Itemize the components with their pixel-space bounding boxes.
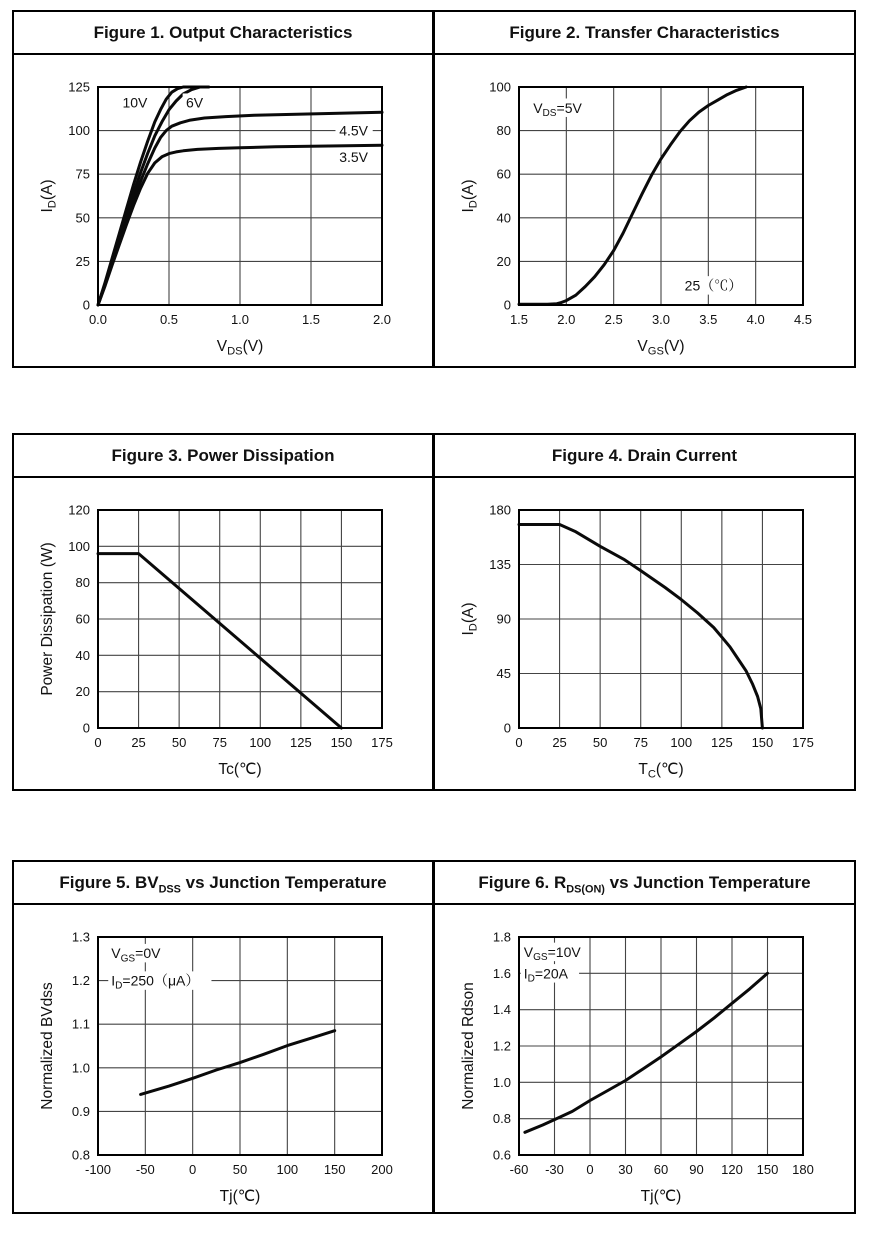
y-tick-label: 0.6: [492, 1147, 511, 1163]
y-tick-label: 1.2: [492, 1038, 511, 1054]
figure-panel-4: [434, 433, 856, 791]
chart-svg: [435, 478, 854, 789]
y-tick-label: 1.6: [492, 965, 511, 981]
y-tick-label: 60: [75, 611, 90, 627]
x-tick-label: 4.5: [793, 312, 813, 327]
x-tick-label: 200: [371, 1162, 393, 1177]
chart-svg: [435, 905, 854, 1212]
y-tick-label: 1.2: [71, 973, 90, 989]
x-tick-label: 1.0: [230, 312, 250, 327]
y-tick-label: 0: [82, 720, 90, 736]
figure-row-2: [12, 433, 856, 791]
y-tick-label: 180: [489, 502, 511, 518]
figure-3-title: [14, 435, 432, 478]
figure-5-title: [14, 862, 432, 905]
y-tick-label: 1.0: [492, 1074, 511, 1090]
x-tick-label: 150: [751, 735, 774, 750]
x-tick-label: 0: [586, 1162, 594, 1177]
chart-svg: [14, 478, 432, 789]
y-tick-label: 20: [75, 684, 90, 700]
datasheet-figures-page: [0, 10, 870, 1248]
x-tick-label: 0: [189, 1162, 197, 1177]
y-tick-label: 25: [75, 253, 90, 269]
x-tick-label: 150: [756, 1162, 779, 1177]
y-tick-label: 0: [503, 720, 511, 736]
figure-row-1: [12, 10, 856, 368]
x-tick-label: -60: [509, 1162, 529, 1177]
y-tick-label: 60: [496, 166, 511, 182]
figure-6-title: [435, 862, 854, 905]
chart-svg: [435, 55, 854, 366]
figure-3-chart: [14, 478, 432, 789]
x-tick-label: 150: [330, 735, 353, 750]
y-axis-label: Power Dissipation (W): [39, 542, 56, 696]
x-axis-label: Tj(℃): [219, 1188, 261, 1205]
x-tick-label: 125: [290, 735, 312, 750]
figure-2-chart: [435, 55, 854, 366]
figure-5-chart: [14, 905, 432, 1212]
y-tick-label: 1.8: [492, 929, 511, 945]
x-axis-label: $T_C(℃)$: [638, 761, 684, 781]
y-axis-label: $I_D(A)$: [39, 179, 59, 213]
title-text: Figure 4. Drain Current: [551, 446, 738, 465]
annotation-label: $V_{GS}=0V$: [111, 945, 161, 965]
figure-1-title: [14, 12, 432, 55]
x-tick-label: 1.5: [509, 312, 529, 327]
figure-1-chart: [14, 55, 432, 366]
title-text: vs Junction Temperature: [604, 873, 811, 892]
x-tick-label: 1.5: [301, 312, 321, 327]
x-tick-label: -30: [545, 1162, 564, 1177]
annotation-label: 4.5V: [339, 122, 369, 139]
title-text: vs Junction Temperature: [180, 873, 387, 892]
y-tick-label: 0: [503, 297, 511, 313]
annotation-label: $V_{GS}=10V$: [523, 943, 581, 964]
x-tick-label: -50: [135, 1162, 155, 1177]
x-tick-label: 50: [592, 735, 608, 750]
x-tick-label: 4.0: [746, 312, 765, 327]
y-tick-label: 75: [75, 166, 90, 182]
title-subscript: DS(ON): [566, 883, 605, 896]
x-tick-label: 150: [323, 1162, 346, 1177]
x-tick-label: 50: [232, 1162, 248, 1177]
x-tick-label: 0: [515, 735, 523, 750]
chart-svg: [14, 905, 432, 1212]
annotation-label: $I_D=250(\mu A)$: [111, 972, 200, 992]
figure-row-3: [12, 860, 856, 1214]
annotation-label: 10V: [122, 94, 148, 111]
y-tick-label: 135: [489, 557, 511, 572]
x-tick-label: 0: [94, 735, 102, 750]
y-tick-label: 50: [75, 210, 90, 226]
x-tick-label: 2.0: [372, 312, 392, 327]
title-text: Figure 6. R: [478, 873, 567, 892]
x-axis-label: $V_{DS}(V)$: [216, 338, 264, 358]
y-tick-label: 1.3: [71, 929, 90, 945]
y-tick-label: 125: [68, 79, 90, 95]
y-tick-label: 45: [496, 666, 511, 681]
x-tick-label: 0.5: [159, 312, 179, 327]
y-tick-label: 20: [496, 253, 511, 269]
y-tick-label: 120: [68, 502, 90, 518]
y-tick-label: 40: [496, 210, 511, 226]
figure-panel-3: [12, 433, 434, 791]
curve-Normalized-BVdss: [141, 1031, 335, 1095]
y-axis-label: $I_D(A)$: [460, 179, 480, 213]
curve-ID-vs-VGS-at-25C: [519, 87, 746, 304]
x-tick-label: 25: [552, 735, 567, 750]
x-axis-label: Tc(℃): [218, 761, 262, 778]
title-text: Figure 1. Output Characteristics: [93, 23, 353, 42]
y-tick-label: 80: [75, 575, 90, 591]
y-axis-label: Normalized Rdson: [460, 982, 477, 1110]
title-text: Figure 3. Power Dissipation: [111, 446, 335, 465]
figure-4-title: [435, 435, 854, 478]
x-tick-label: 0.0: [88, 312, 108, 327]
y-axis-label: Normalized BVdss: [39, 982, 56, 1110]
y-tick-label: 1.4: [492, 1002, 511, 1018]
figure-6-chart: [435, 905, 854, 1212]
y-tick-label: 80: [496, 123, 511, 139]
x-tick-label: 175: [792, 735, 814, 750]
title-subscript: DSS: [158, 883, 181, 896]
x-tick-label: 75: [212, 735, 227, 750]
x-tick-label: 60: [653, 1162, 669, 1177]
x-tick-label: 180: [792, 1162, 814, 1177]
annotation-label: $I_D=20A$: [523, 965, 568, 985]
x-tick-label: 30: [618, 1162, 633, 1177]
x-tick-label: 100: [276, 1162, 299, 1177]
x-tick-label: 75: [633, 735, 648, 750]
y-tick-label: 1.0: [71, 1060, 90, 1076]
y-tick-label: 0: [82, 297, 90, 313]
x-tick-label: 120: [721, 1162, 743, 1177]
title-text: Figure 2. Transfer Characteristics: [509, 23, 780, 42]
x-tick-label: 125: [711, 735, 733, 750]
title-text: Figure 5. BV: [59, 873, 159, 892]
x-tick-label: 2.0: [557, 312, 576, 327]
figure-panel-2: [434, 10, 856, 368]
annotation-label: $V_{DS}=5V$: [533, 99, 582, 119]
x-tick-label: -100: [84, 1162, 112, 1177]
x-tick-label: 2.5: [604, 312, 623, 327]
x-tick-label: 100: [670, 735, 693, 750]
y-tick-label: 0.9: [71, 1103, 90, 1119]
x-axis-label: Tj(℃): [640, 1188, 682, 1205]
annotation-label: 6V: [185, 94, 204, 111]
figure-panel-1: [12, 10, 434, 368]
x-tick-label: 3.0: [651, 312, 671, 327]
figure-panel-5: [12, 860, 434, 1214]
y-tick-label: 100: [68, 123, 90, 139]
y-tick-label: 1.1: [71, 1016, 90, 1032]
annotation-label: 25（℃）: [684, 277, 743, 294]
figure-4-chart: [435, 478, 854, 789]
x-tick-label: 50: [171, 735, 187, 750]
figure-2-title: [435, 12, 854, 55]
x-tick-label: 90: [689, 1162, 704, 1177]
x-tick-label: 3.5: [699, 312, 718, 327]
annotation-label: 3.5V: [339, 148, 369, 165]
figure-panel-6: [434, 860, 856, 1214]
y-tick-label: 40: [75, 647, 90, 663]
curve-Normalized-Rdson: [525, 973, 768, 1132]
y-tick-label: 0.8: [492, 1111, 511, 1127]
y-axis-label: $I_D(A)$: [460, 602, 480, 636]
x-tick-label: 100: [249, 735, 272, 750]
chart-svg: [14, 55, 432, 366]
x-tick-label: 175: [371, 735, 393, 750]
y-tick-label: 100: [489, 79, 511, 95]
y-tick-label: 100: [68, 538, 90, 554]
x-tick-label: 25: [131, 735, 146, 750]
y-tick-label: 90: [496, 611, 511, 627]
y-tick-label: 0.8: [71, 1147, 90, 1163]
curve-10V: [98, 87, 200, 305]
x-axis-label: $V_{GS}(V)$: [637, 338, 685, 358]
